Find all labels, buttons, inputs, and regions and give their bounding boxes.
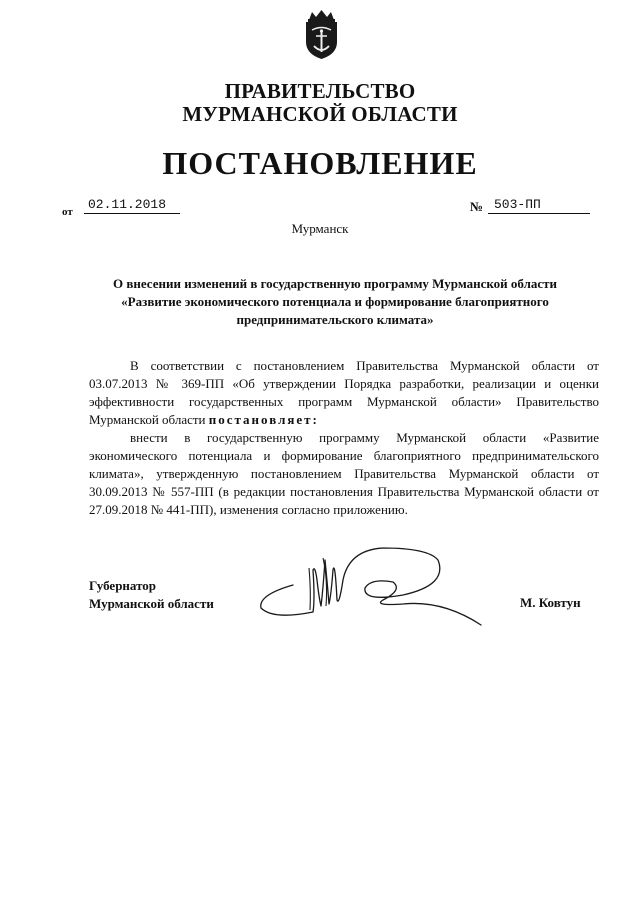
document-number: 503-ПП <box>488 197 590 214</box>
body-paragraph-2: внести в государственную программу Мурманской области «Развитие экономического потенциала и формирование благоприятного предпринимательского климата», утвержденную постановлением Правительства Мурманской области от 30.09.2013 № 557-ПП (в редакции постановления Правительства Мурманской области от 27.09.2018 № 441-ПП), изменения согласно приложению. <box>89 430 599 517</box>
document-date: 02.11.2018 <box>84 197 180 214</box>
number-prefix: № <box>470 199 484 214</box>
document-body <box>89 357 599 519</box>
body-paragraph-1 <box>89 357 599 429</box>
subject-line1: О внесении изменений в государственную программу Мурманской области <box>112 276 558 291</box>
paragraph-1-text: В соответствии с постановлением Правительства Мурманской области от 03.07.2013 № 369-ПП «Об утверждении Порядка разработки, реализации и оценки эффективности государственных программ Мурманской области» Правительство Мурманской области <box>89 358 599 427</box>
subject-line3: предпринимательского климата» <box>236 312 434 327</box>
document-subject <box>60 275 610 329</box>
signatory-position-line2: Мурманской области <box>89 596 214 611</box>
signatory-position <box>89 577 214 613</box>
decree-word: постановляет: <box>208 412 319 427</box>
date-prefix: от <box>62 206 73 218</box>
signatory-name: М. Ковтун <box>520 595 581 610</box>
city-name: Мурманск <box>291 221 349 236</box>
signatory-position-line1: Губернатор <box>89 578 157 593</box>
government-title-line1: ПРАВИТЕЛЬСТВО <box>224 79 416 103</box>
handwritten-signature-icon <box>253 540 483 630</box>
document-type-heading: ПОСТАНОВЛЕНИЕ <box>162 145 478 181</box>
government-title <box>0 80 640 126</box>
government-title-line2: МУРМАНСКОЙ ОБЛАСТИ <box>182 102 458 126</box>
subject-line2: «Развитие экономического потенциала и формирование благоприятного <box>121 294 549 309</box>
coat-of-arms-icon <box>303 8 340 60</box>
